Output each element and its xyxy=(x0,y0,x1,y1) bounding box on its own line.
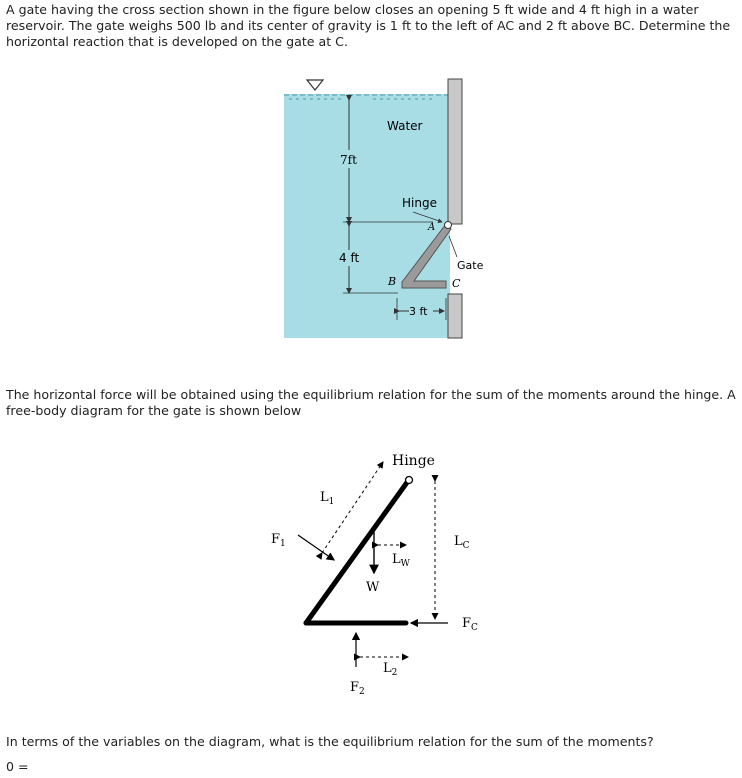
answer-input[interactable] xyxy=(28,757,732,777)
hinge-point xyxy=(445,222,452,229)
lw-label: $L_W$ xyxy=(392,552,410,569)
hinge-label: Hinge xyxy=(402,196,437,210)
lc-label: $L_C$ xyxy=(454,534,470,551)
free-body-diagram xyxy=(268,445,498,715)
water-level-symbol xyxy=(307,80,323,90)
fc-label: $F_C$ xyxy=(462,616,478,633)
answer-row xyxy=(6,759,29,775)
wall-upper xyxy=(448,79,462,224)
l2-label: $L_2$ xyxy=(383,661,398,678)
gate-label: Gate xyxy=(457,259,484,272)
height-label: 4 ft xyxy=(339,251,360,265)
point-a-label: A xyxy=(428,222,436,233)
l1-label: $L_1$ xyxy=(320,490,335,507)
weight-label: W xyxy=(366,580,380,595)
width-label: 3 ft xyxy=(409,305,428,318)
point-c-label: C xyxy=(452,277,461,290)
water-label: Water xyxy=(387,119,423,133)
explanation-text: The horizontal force will be obtained using the equilibrium relation for the sum of the moments around the hinge. A free-body diagram for the gate is shown below xyxy=(6,387,736,418)
question-text: In terms of the variables on the diagram, what is the equilibrium relation for the sum of the moments? xyxy=(6,734,654,749)
hinge-label: Hinge xyxy=(392,453,435,469)
wall-lower xyxy=(448,294,462,338)
f2-label: $F_2$ xyxy=(350,680,365,697)
f1-label: $F_1$ xyxy=(271,532,286,549)
reservoir-figure xyxy=(283,76,484,340)
hinge-point xyxy=(406,477,413,484)
depth-label: 7ft xyxy=(340,153,357,167)
f1-force-arrow xyxy=(298,535,334,560)
point-b-label: B xyxy=(388,275,397,288)
problem-statement: A gate having the cross section shown in the figure below closes an opening 5 ft wide and 4 ft high in a water reservoir. The gate weighs 500 lb and its center of gravity is 1 ft to the left of AC and 2 ft above BC. Determine the horizontal reaction that is developed on the gate at C. xyxy=(6,2,731,49)
answer-prefix: 0 = xyxy=(6,759,29,774)
